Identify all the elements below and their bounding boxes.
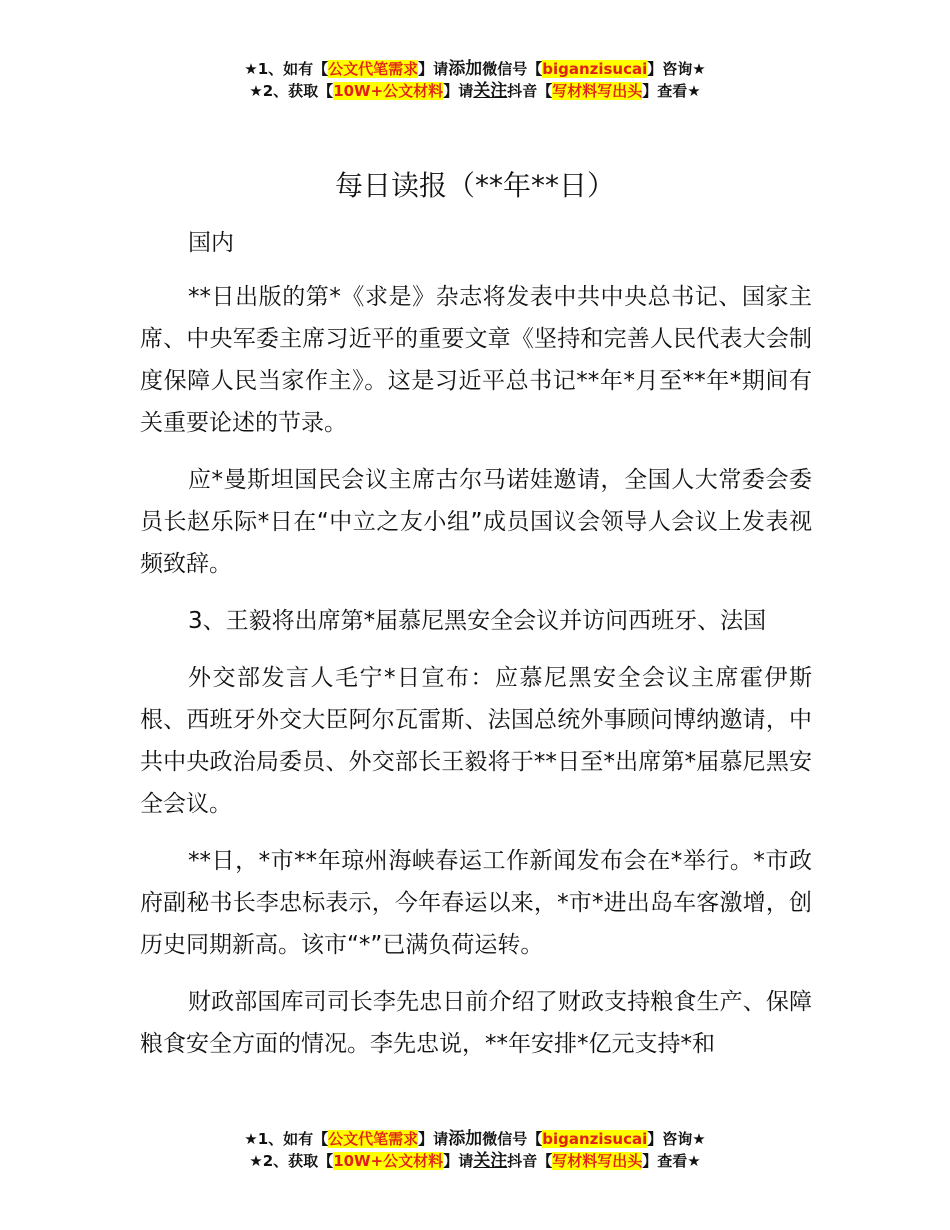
paragraph: **日出版的第*《求是》杂志将发表中共中央总书记、国家主席、中央军委主席习近平的重要文章《坚持和完善人民代表大会制度保障人民当家作主》。这是习近平总书记**年*月至**年*期间有关重要论述的节录。 xyxy=(140,284,812,436)
promo-text: ★2、获取【 xyxy=(249,1152,334,1170)
promo-text: 】咨询★ xyxy=(647,60,706,78)
promo-highlight-service: 公文代笔需求 xyxy=(328,1130,419,1148)
promo-text-follow: 关注 xyxy=(473,81,508,101)
promo-banner-bottom xyxy=(0,1128,950,1172)
promo-text: ★1、如有【 xyxy=(244,60,329,78)
promo-highlight-wechat-id: biganzisucai xyxy=(542,60,648,78)
promo-text-follow: 关注 xyxy=(473,1151,508,1171)
promo-highlight-service: 公文代笔需求 xyxy=(328,60,419,78)
promo-text: 】查看★ xyxy=(642,82,701,100)
promo-text-add: 添加 xyxy=(448,1129,483,1149)
promo-highlight-materials: 10W+公文材料 xyxy=(333,1152,444,1170)
document-body xyxy=(140,222,812,1080)
paragraph: 应*曼斯坦国民会议主席古尔马诺娃邀请，全国人大常委会委员长赵乐际*日在“中立之友小组”成员国议会领导人会议上发表视频致辞。 xyxy=(140,467,812,577)
promo-text: 】请 xyxy=(443,82,474,100)
promo-text: 】请 xyxy=(443,1152,474,1170)
promo-line-1 xyxy=(0,58,950,80)
paragraph: 3、王毅将出席第*届慕尼黑安全会议并访问西班牙、法国 xyxy=(188,608,767,634)
promo-text-add: 添加 xyxy=(448,59,483,79)
promo-highlight-douyin-id: 写材料写出头 xyxy=(552,82,643,100)
section-heading-domestic: 国内 xyxy=(188,230,234,256)
promo-text: ★1、如有【 xyxy=(244,1130,329,1148)
document-title: 每日读报（**年**日） xyxy=(334,169,615,202)
paragraph: **日，*市**年琼州海峡春运工作新闻发布会在*举行。*市政府副秘书长李忠标表示，今年春运以来，*市*进出岛车客激增，创历史同期新高。该市“*”已满负荷运转。 xyxy=(140,848,812,958)
promo-highlight-materials: 10W+公文材料 xyxy=(333,82,444,100)
promo-text: 】请 xyxy=(418,1130,449,1148)
promo-text: ★2、获取【 xyxy=(249,82,334,100)
promo-text: 抖音【 xyxy=(507,1152,553,1170)
promo-text: 】请 xyxy=(418,60,449,78)
paragraph: 外交部发言人毛宁*日宣布：应慕尼黑安全会议主席霍伊斯根、西班牙外交大臣阿尔瓦雷斯、法国总统外事顾问博纳邀请，中共中央政治局委员、外交部长王毅将于**日至*出席第*届慕尼黑安全会议。 xyxy=(140,665,812,817)
promo-text: 微信号【 xyxy=(482,60,543,78)
promo-highlight-douyin-id: 写材料写出头 xyxy=(552,1152,643,1170)
promo-line-2 xyxy=(0,80,950,102)
promo-line-1 xyxy=(0,1128,950,1150)
paragraph: 财政部国库司司长李先忠日前介绍了财政支持粮食生产、保障粮食安全方面的情况。李先忠说，**年安排*亿元支持*和 xyxy=(140,989,812,1057)
promo-text: 微信号【 xyxy=(482,1130,543,1148)
promo-text: 】查看★ xyxy=(642,1152,701,1170)
promo-text: 】咨询★ xyxy=(647,1130,706,1148)
promo-banner-top xyxy=(0,58,950,102)
promo-text: 抖音【 xyxy=(507,82,553,100)
promo-line-2 xyxy=(0,1150,950,1172)
promo-highlight-wechat-id: biganzisucai xyxy=(542,1130,648,1148)
